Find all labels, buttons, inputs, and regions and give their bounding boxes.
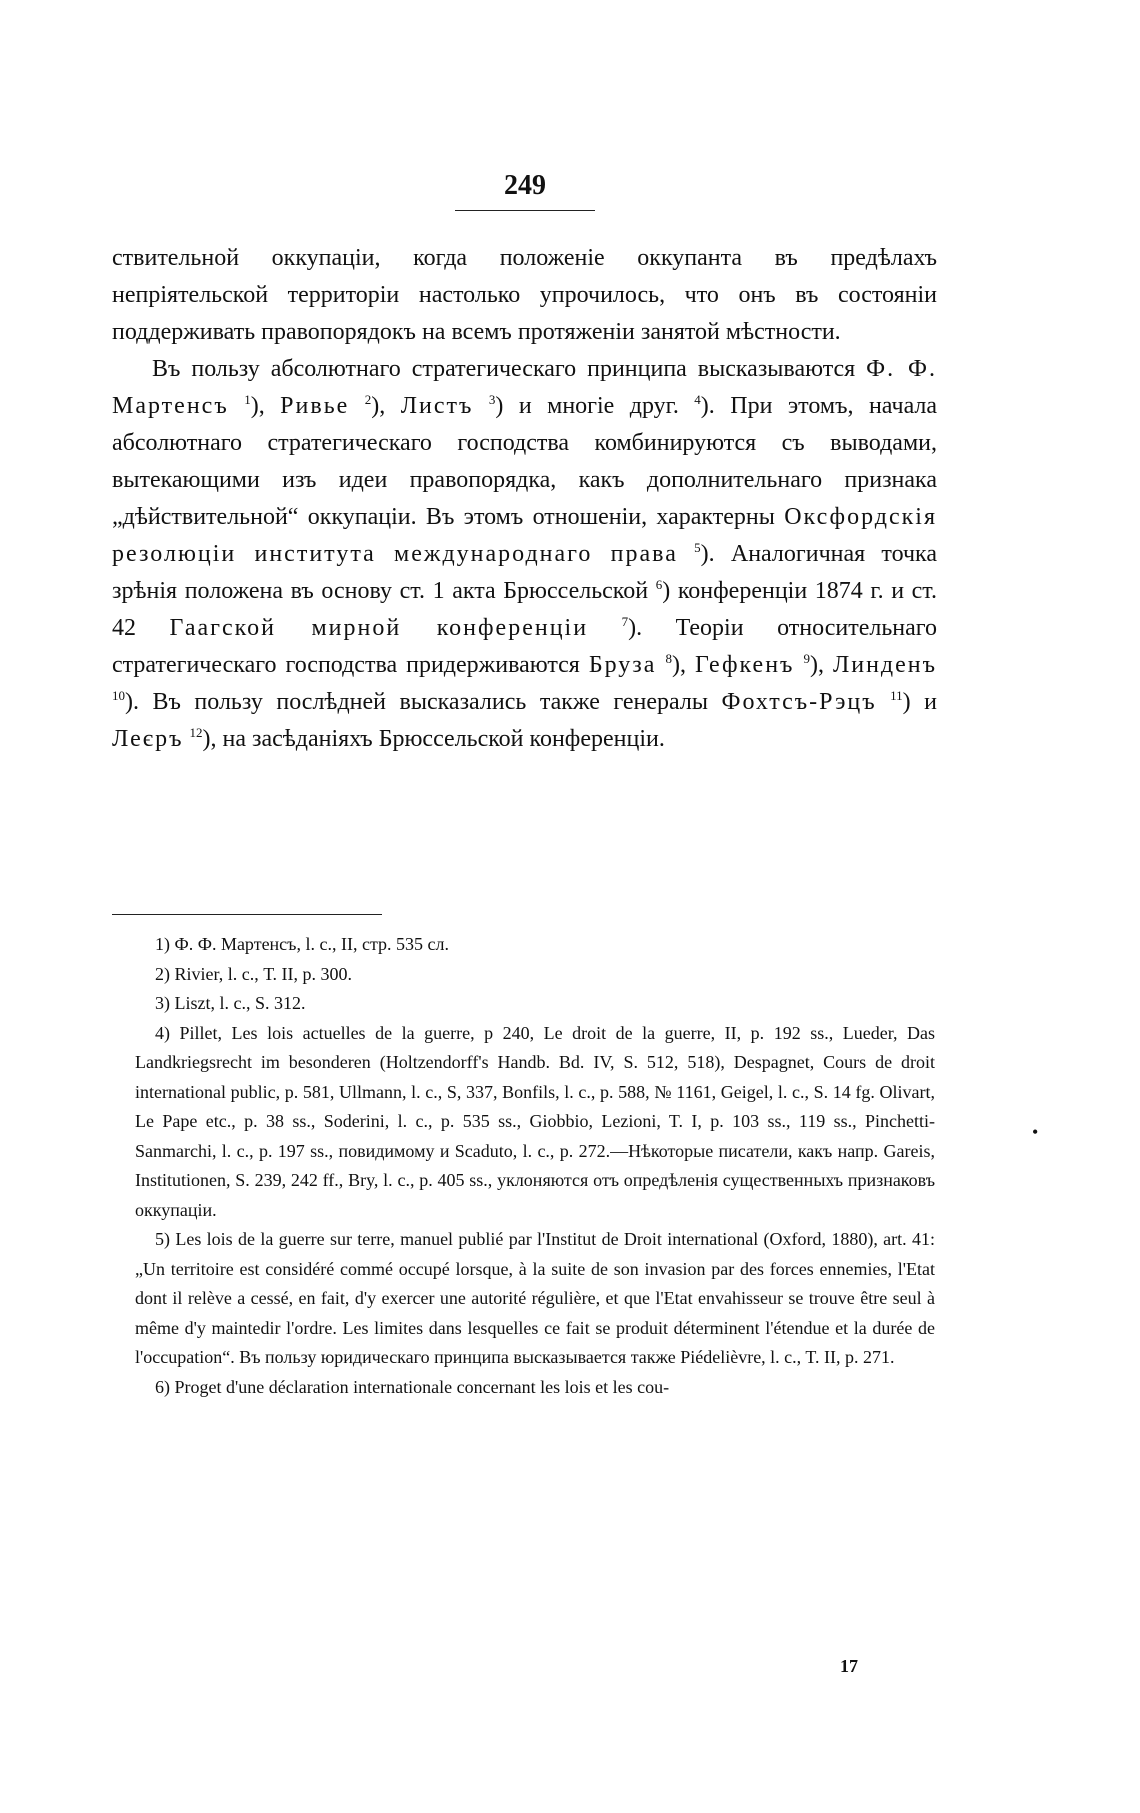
footnote-ref: 8 (665, 651, 672, 666)
footnote-mark: 3) (155, 993, 170, 1013)
footnote-4 (135, 1019, 935, 1226)
page-number-rule (455, 210, 595, 211)
resolution-title: Оксфордскія резолюціи института международнаго права (112, 504, 938, 567)
text-segment: ). При этомъ, начала абсолютнаго стратегическаго господства комбинируются съ выводами, вытекающими изъ идеи правопорядка, какъ дополнительнаго признака „дѣйствительной“ оккупаціи. Въ этомъ отношеніи, характерны (112, 393, 938, 530)
footnote-mark: 5) (155, 1229, 170, 1249)
author-name: Ф. Ф. Мартенсъ (112, 356, 938, 419)
footnote-ref: 9 (803, 651, 810, 666)
paragraph-2 (112, 351, 937, 758)
footnote-1 (135, 930, 935, 960)
footnotes (135, 930, 935, 1402)
author-name: Фохтсъ-Рэцъ (721, 689, 877, 715)
author-name: Ривье (280, 393, 350, 419)
footnote-ref: 4 (694, 392, 701, 407)
text-segment: ), (250, 393, 265, 419)
footnote-ref: 12 (189, 725, 203, 740)
paragraph-1: ствительной оккупаціи, когда положеніе оккупанта въ предѣлахъ непріятельской территоріи настолько упрочилось, что онъ въ состояніи поддерживать правопорядокъ на всемъ протяженіи занятой мѣстности. (112, 245, 937, 345)
footnote-ref: 6 (655, 577, 663, 592)
footnote-text: Ф. Ф. Мартенсъ, l. c., II, стр. 535 сл. (174, 934, 450, 954)
footnote-ref: 3 (488, 392, 496, 407)
text-segment: ) и многіе друг. (495, 393, 679, 419)
footnote-2 (135, 960, 935, 990)
author-name: Линденъ (832, 652, 938, 678)
author-name: Гефкенъ (694, 652, 795, 678)
footnote-5 (135, 1225, 935, 1373)
footnote-text: Pillet, Les lois actuelles de la guerre, p 240, Le droit de la guerre, II, p. 192 ss., Lueder, Das Landkriegsrecht im besonderen (Holtzendorff's Handb. Bd. IV, S. 512, 518), Despagnet, Cours de droit international public, p. 581, Ullmann, l. c., S, 337, Bonfils, l. c., p. 588, № 1161, Geigel, l. c., S. 14 fg. Olivart, Le Pape etc., p. 38 ss., Soderini, l. c., p. 535 ss., Giobbio, Lezioni, T. I, p. 103 ss., 119 ss., Pinchetti-Sanmarchi, l. c., p. 197 ss., повидимому и Scaduto, l. c., p. 272.—Нѣкоторые писатели, какъ напр. Gareis, Institutionen, S. 239, 242 ff., Bry, l. c., p. 405 ss., уклоняются отъ опредѣленія существенныхъ признаковъ оккупаціи. (135, 1022, 936, 1220)
text-segment: ). Аналогичная точка зрѣнія положена въ основу ст. 1 акта Брюссельской (112, 541, 938, 604)
margin-mark: • (1032, 1122, 1039, 1142)
text-segment: ), на засѣданіяхъ Брюссельской конференціи. (202, 726, 665, 752)
author-name: Бруза (588, 652, 657, 678)
footnote-6 (135, 1373, 935, 1403)
footnote-ref: 11 (890, 688, 903, 703)
footnote-text: Liszt, l. c., S. 312. (174, 993, 306, 1013)
author-name: Леєръ (112, 726, 184, 752)
page-number: 249 (504, 170, 546, 201)
text-segment: ). Теоріи относительнаго стратегическаго господства придерживаются (112, 615, 938, 678)
footnote-mark: 4) (155, 1022, 170, 1043)
text-segment: ), (371, 393, 386, 419)
text-segment: ). Въ пользу послѣдней высказались также генералы (125, 689, 708, 715)
text-segment: Въ пользу абсолютнаго стратегическаго принципа высказываются (152, 356, 856, 382)
text-segment: ) и (902, 689, 938, 715)
author-name: Листъ (400, 393, 474, 419)
footnote-mark: 1) (155, 934, 170, 954)
footnote-ref: 10 (112, 688, 125, 703)
footnote-3 (135, 989, 935, 1019)
text-segment: ), (671, 652, 686, 678)
conference-name: Гаагской мирной конференціи (169, 615, 589, 641)
footnote-mark: 2) (155, 963, 170, 984)
footnote-mark: 6) (155, 1376, 170, 1397)
footnote-text: Proget d'une déclaration internationale concernant les lois et les cou- (174, 1376, 670, 1397)
signature-number: 17 (840, 1656, 858, 1676)
main-text (112, 240, 937, 758)
footnote-ref: 1 (244, 392, 251, 407)
footnote-ref: 2 (364, 392, 372, 407)
text-segment: ) конференціи 1874 г. и ст. 42 (112, 578, 937, 641)
footnote-text: Les lois de la guerre sur terre, manuel publié par l'Institut de Droit international (Oxford, 1880), art. 41: „Un territoire est considéré commé occupé lorsque, à la suite de son invasion par des forces ennemies, l'Etat dont il relève a cessé, en fait, d'y exercer une autorité régulière, et que l'Etat envahisseur se trouve être seul à même d'y maintedir l'ordre. Les limites dans lesquelles ce fait se produit déterminent l'étendue et la durée de l'occupation“. Въ пользу юридическаго принципа высказывается также Piédelièvre, l. c., T. II, p. 271. (135, 1229, 936, 1367)
footnote-ref: 7 (621, 614, 629, 629)
footnote-ref: 5 (694, 540, 701, 555)
footnote-rule (112, 914, 382, 915)
footnote-text: Rivier, l. c., Т. II, p. 300. (174, 963, 352, 984)
text-segment: ), (809, 652, 824, 678)
